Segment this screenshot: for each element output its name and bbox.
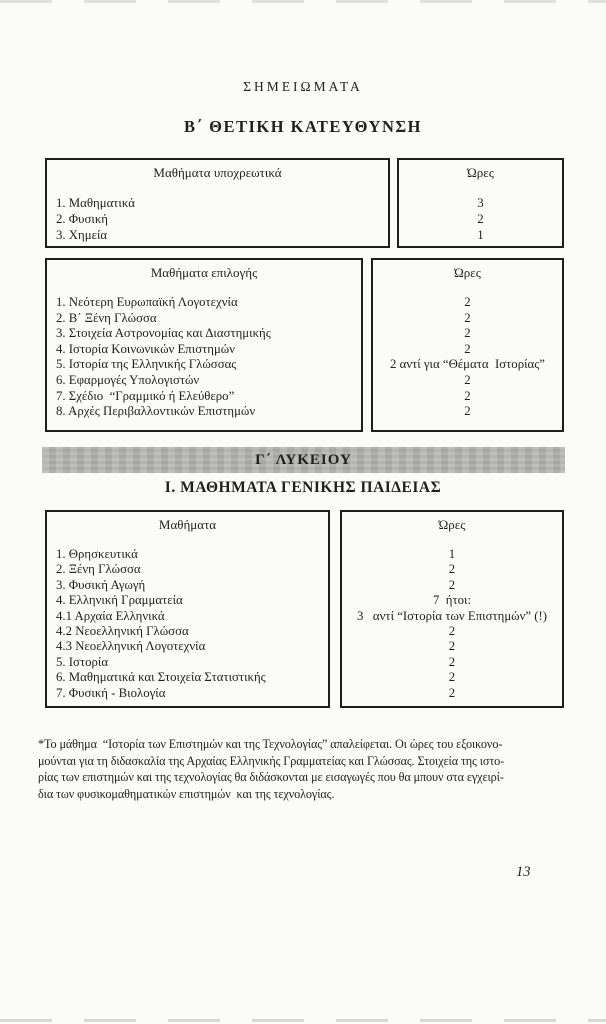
hours-cell: 3 [477,196,484,210]
compulsory-subjects-table [45,158,564,248]
hours-header: Ώρες [467,165,494,180]
hours-cell: 2 [448,685,456,700]
table-row: 7. Φυσική - Βιολογία [56,685,166,700]
table-row: 1. Μαθηματικά [56,196,135,210]
scan-edge-artifact-bottom [0,1019,606,1022]
table-row: 8. Αρχές Περιβαλλοντικών Επιστημών [56,404,256,419]
hours-box [340,510,564,708]
table-row: 4. Ιστορία Κοινωνικών Επιστημών [56,341,236,356]
table-row: 1. Νεότερη Ευρωπαϊκή Λογοτεχνία [56,295,238,309]
table-row: 4.3 Νεοελληνική Λογοτεχνία [56,639,206,654]
table-row: 2. Β΄ Ξένη Γλώσσα [56,310,157,325]
section-b-heading: Β΄ ΘΕΤΙΚΗ ΚΑΤΕΥΘΥΝΣΗ [183,117,423,136]
hours-cell: 2 [448,562,456,577]
section-c-heading: Ι. ΜΑΘΗΜΑΤΑ ΓΕΝΙΚΗΣ ΠΑΙΔΕΙΑΣ [164,479,442,496]
hours-cell: 2 [464,326,471,341]
hours-cell: 2 [448,654,456,669]
table-row: 7. Σχέδιο “Γραμμικό ή Ελεύθερο” [56,388,235,403]
table-row: 3. Στοιχεία Αστρονομίας και Διαστημικής [56,326,271,341]
hours-cell: 7 ήτοι: [432,593,472,608]
hours-cell: 2 [448,624,456,639]
table-row: 6. Εφαρμογές Υπολογιστών [56,372,200,387]
subjects-box [45,158,390,248]
table-row: 2. Ξένη Γλώσσα [56,562,141,577]
subjects-header: Μαθήματα υποχρεωτικά [153,165,282,180]
table-row: 4. Ελληνική Γραμματεία [56,593,183,608]
table-row: 4.2 Νεοελληνική Γλώσσα [56,624,189,639]
section-c-bar: Γ΄ ΛΥΚΕΙΟΥ [42,447,565,473]
table-row: 1. Θρησκευτικά [56,547,138,561]
hours-box [397,158,564,248]
hours-cell: 2 [477,212,484,226]
table-row: 5. Ιστορία της Ελληνικής Γλώσσας [56,357,237,372]
elective-subjects-table [45,258,564,432]
hours-cell: 2 [464,295,471,309]
table-row: 6. Μαθηματικά και Στοιχεία Στατιστικής [56,670,266,685]
table-row: 5. Ιστορία [56,654,109,669]
page-number: 13 [516,864,531,880]
scan-edge-artifact-top [0,0,606,3]
hours-cell: 3 αντί “Ιστορία των Επιστημών” (!) [356,608,548,623]
hours-cell: 2 αντί για “Θέματα Ιστορίας” [390,357,545,372]
hours-cell: 2 [464,372,471,387]
footnote [38,736,578,802]
footnote-line: μούνται για τη διδασκαλία της Αρχαίας Ελληνικής Γραμματείας και Γλώσσας. Στοιχεία της ιστο- [38,753,505,768]
hours-cell: 2 [448,577,456,592]
hours-cell: 1 [477,228,484,242]
hours-cell: 2 [464,341,471,356]
hours-box [371,258,564,432]
hours-cell: 2 [464,388,471,403]
subjects-header: Μαθήματα επιλογής [150,265,258,280]
general-education-table [45,510,564,708]
page-header: ΣΗΜΕΙΩΜΑΤΑ [243,79,363,94]
subjects-box [45,258,363,432]
table-row: 3. Χημεία [56,228,108,242]
hours-header: Ώρες [454,265,481,280]
hours-cell: 1 [448,547,456,561]
hours-cell: 2 [464,404,471,419]
subjects-box [45,510,330,708]
subjects-header: Μαθήματα [158,517,217,532]
table-row: 3. Φυσική Αγωγή [56,577,146,592]
table-row: 4.1 Αρχαία Ελληνικά [56,608,165,623]
hours-cell: 2 [448,670,456,685]
hours-header: Ώρες [438,517,466,532]
footnote-line: δια των φυσικομαθηματικών επιστημών και της τεχνολογίας. [38,786,335,801]
hours-cell: 2 [448,639,456,654]
footnote-line: ρίας των επιστημών και της τεχνολογίας θα διδάσκονται με εισαγωγές που θα μπουν στα εγχειρί- [38,770,504,785]
table-row: 2. Φυσική [56,212,108,226]
footnote-line: *Το μάθημα “Ιστορία των Επιστημών και της Τεχνολογίας” απαλείφεται. Οι ώρες του εξοικονο- [38,737,503,751]
hours-cell: 2 [464,310,471,325]
